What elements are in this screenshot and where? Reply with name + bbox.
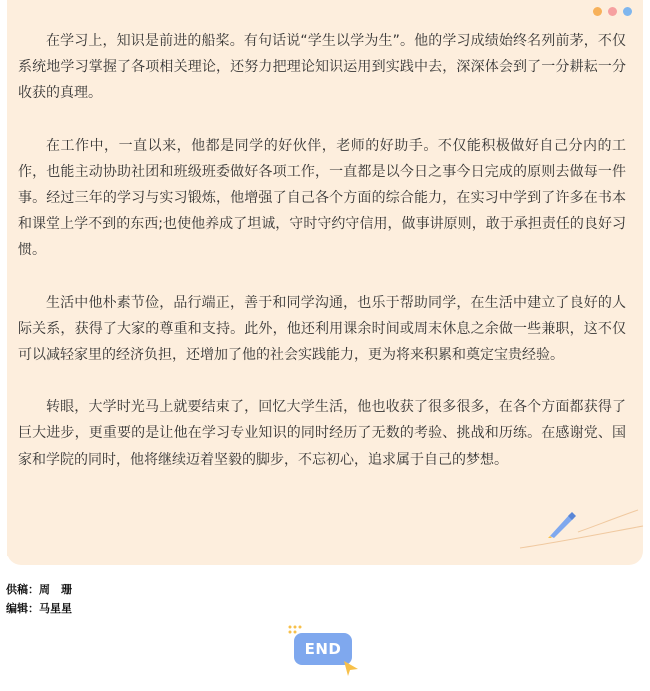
dot-icon (623, 7, 632, 16)
credits-block (6, 580, 72, 618)
paragraph: 转眼，大学时光马上就要结束了，回忆大学生活，他也收获了很多很多，在各个方面都获得了巨大进步，更重要的是让他在学习专业知识的同时经历了无数的考验、挑战和历练。在感谢党、国家和学院的同时，他将继续迈着坚毅的脚步，不忘初心，追求属于自己的梦想。 (18, 399, 626, 468)
end-marker (286, 625, 366, 680)
contributor-line (6, 580, 72, 599)
contributor-label: 供稿： (6, 583, 39, 596)
editor-name: 马星星 (39, 602, 72, 615)
dot-icon (608, 7, 617, 16)
editor-label: 编辑： (6, 602, 39, 615)
arrow-tail-icon (342, 659, 360, 677)
corner-dots (593, 7, 632, 16)
article-body (18, 28, 626, 499)
paragraph: 在工作中，一直以来，他都是同学的好伙伴，老师的好助手。不仅能积极做好自己分内的工作，也能主动协助社团和班级班委做好各项工作，一直都是以今日之事今日完成的原则去做每一件事。经过三年的学习与实习锻炼，他增强了自己各个方面的综合能力，在实习中学到了许多在书本和课堂上学不到的东西;也使他养成了坦诚，守时守约守信用，做事讲原则，敢于承担责任的良好习惯。 (18, 137, 626, 259)
end-badge: END (294, 633, 352, 665)
contributor-name: 周 珊 (39, 583, 72, 596)
paragraph: 生活中他朴素节俭，品行端正，善于和同学沟通，也乐于帮助同学，在生活中建立了良好的人际关系，获得了大家的尊重和支持。此外，他还利用课余时间或周末休息之余做一些兼职，这不仅可以减轻家里的经济负担，还增加了他的社会实践能力，更为将来积累和奠定宝贵经验。 (18, 294, 626, 364)
paragraph: 在学习上，知识是前进的船桨。有句话说“学生以学为生”。他的学习成绩始终名列前茅，不仅系统地学习掌握了各项相关理论，还努力把理论知识运用到实践中去，深深体会到了一分耕耘一分收获的真理。 (18, 33, 626, 102)
editor-line (6, 599, 72, 618)
pen-icon (540, 508, 640, 538)
dot-icon (593, 7, 602, 16)
